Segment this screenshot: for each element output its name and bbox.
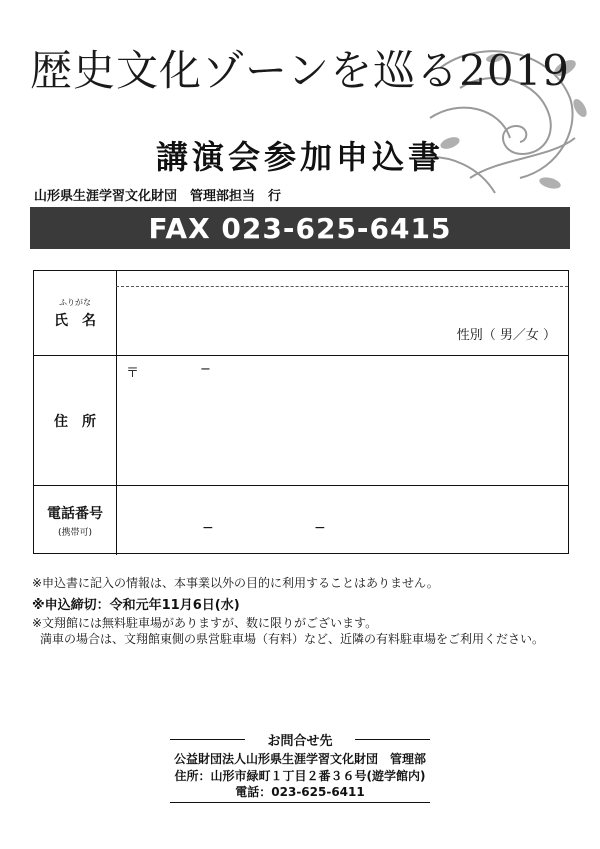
phone-label: 電話番号	[47, 506, 103, 522]
phone-label-cell	[34, 486, 117, 555]
postal-dash: −	[200, 362, 211, 377]
parking-note: ※文翔館には無料駐車場がありますが、数に限りがございます。	[32, 616, 378, 630]
event-title: 歴史文化ゾーンを巡る2019	[29, 46, 571, 95]
contact-heading: お問合せ先	[267, 734, 333, 749]
contact-address: 住所：山形市緑町１丁目２番３６号(遊学館内)	[174, 769, 426, 783]
phone-dash-1: −	[202, 520, 214, 536]
parking-full-note: 満車の場合は、文翔館東側の県営駐車場（有料）など、近隣の有料駐車場をご利用ください。	[40, 632, 545, 646]
contact-organization: 公益財団法人山形県生涯学習文化財団 管理部	[173, 752, 426, 766]
phone-row	[34, 486, 568, 555]
furigana-divider	[116, 286, 568, 287]
phone-dash-2: −	[314, 520, 326, 536]
form-title: 講演会参加申込書	[155, 138, 444, 176]
postal-mark: 〒	[126, 366, 140, 381]
name-label-cell	[34, 271, 117, 355]
privacy-note: ※申込書に記入の情報は、本事業以外の目的に利用することはありません。	[32, 576, 439, 590]
address-row	[34, 356, 568, 486]
address-label-cell	[34, 356, 117, 485]
furigana-label: ふりがな	[59, 297, 91, 307]
addressee: 山形県生涯学習文化財団 管理部担当 行	[34, 189, 282, 204]
contact-bottom-rule	[170, 802, 430, 803]
phone-note: (携帯可)	[57, 528, 93, 538]
fax-number: FAX 023-625-6415	[148, 211, 452, 245]
fax-bar	[30, 207, 570, 249]
address-label: 住 所	[54, 413, 96, 430]
name-row	[34, 271, 568, 356]
name-label: 氏 名	[54, 312, 96, 329]
deadline-note: ※申込締切：令和元年11月6日(水)	[32, 598, 240, 613]
contact-rule-right	[355, 739, 430, 740]
gender-field[interactable]: 性別（ 男／女 ）	[456, 328, 556, 343]
application-form	[33, 270, 569, 554]
contact-phone: 電話：023-625-6411	[235, 785, 365, 799]
